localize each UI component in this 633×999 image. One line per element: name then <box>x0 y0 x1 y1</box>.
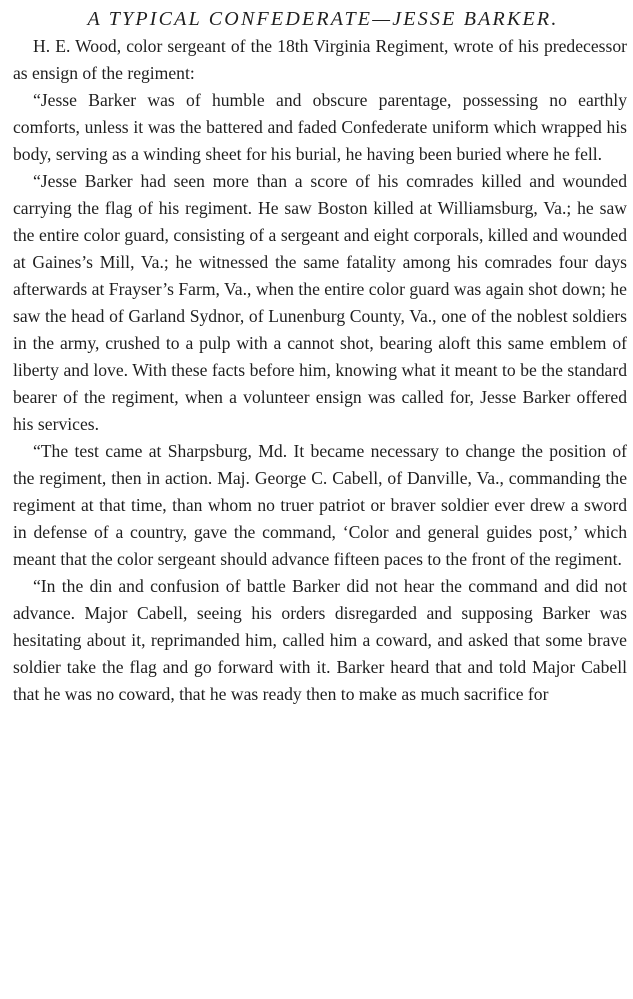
paragraph-1: H. E. Wood, color sergeant of the 18th Virginia Regiment, wrote of his predecessor as ensign of the regiment: <box>13 36 627 83</box>
paragraph-2: “Jesse Barker was of humble and obscure parentage, possessing no earthly comforts, unless it was the battered and faded Confederate uniform which wrapped his body, serving as a winding sheet for his burial, he having been buried where he fell. <box>13 90 627 164</box>
paragraph-5: “In the din and confusion of battle Barker did not hear the command and did not advance. Major Cabell, seeing his orders disregarded and supposing Barker was hesitating about it, reprimanded him, called him a coward, and asked that some brave soldier take the flag and go forward with it. Barker heard that and told Major Cabell that he was no coward, that he was ready then to make as much sacrifice for <box>13 576 627 704</box>
paragraph-4: “The test came at Sharpsburg, Md. It became necessary to change the position of the regiment, then in action. Maj. George C. Cabell, of Danville, Va., commanding the regiment at that time, than whom no truer patriot or braver soldier ever drew a sword in defense of a country, gave the command, ‘Color and general guides post,’ which meant that the color sergeant should advance fifteen paces to the front of the regiment. <box>13 441 627 569</box>
paragraph-3: “Jesse Barker had seen more than a score of his comrades killed and wounded carrying the flag of his regiment. He saw Boston killed at Williamsburg, Va.; he saw the entire color guard, consisting of a sergeant and eight corporals, killed and wounded at Gaines’s Mill, Va.; he witnessed the same fatality among his comrades four days afterwards at Frayser’s Farm, Va., when the entire color guard was again shot down; he saw the head of Garland Sydnor, of Lunenburg County, Va., one of the noblest soldiers in the army, crushed to a pulp with a cannot shot, bearing aloft this same emblem of liberty and love. With these facts before him, knowing what it meant to be the standard bearer of the regiment, when a volunteer ensign was called for, Jesse Barker offered his services. <box>13 171 627 434</box>
article-title: A TYPICAL CONFEDERATE—JESSE BARKER. <box>87 8 559 30</box>
